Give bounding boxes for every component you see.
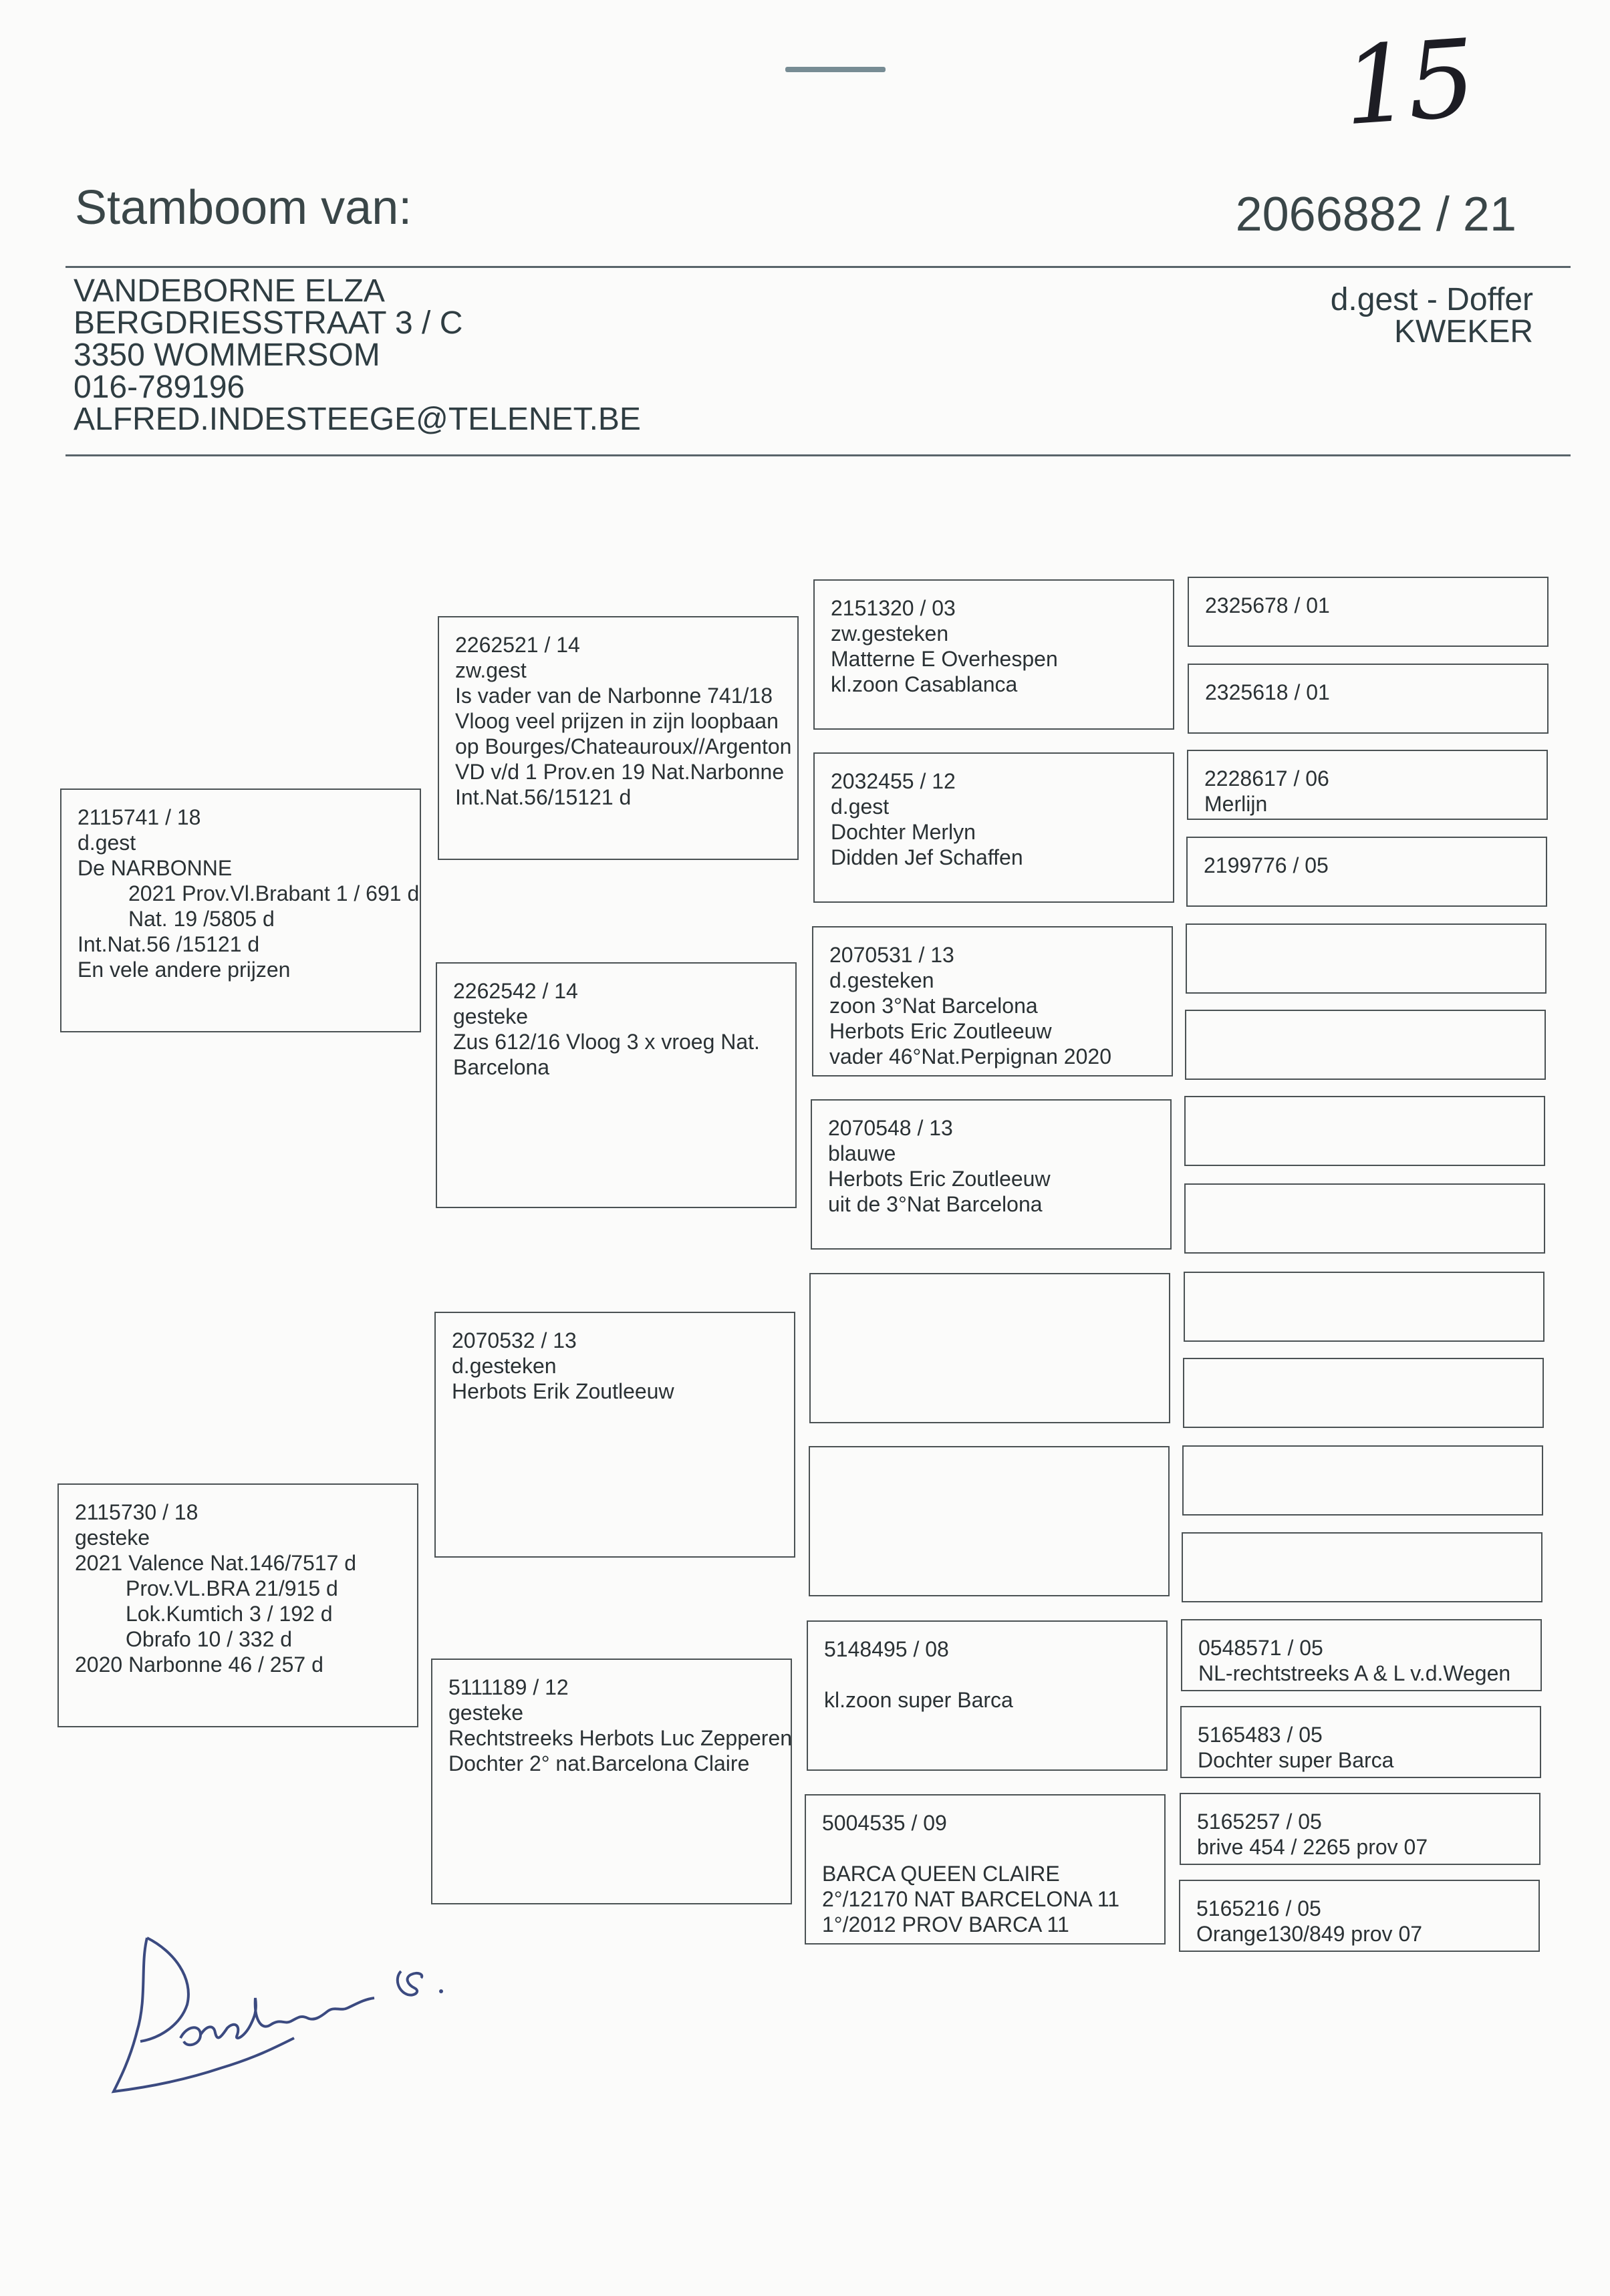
pedigree-line: Is vader van de Narbonne 741/18 — [455, 684, 773, 708]
pedigree-line — [822, 1836, 1148, 1861]
pedigree-line: kl.zoon super Barca — [824, 1688, 1013, 1712]
pedigree-box-mfm — [809, 1446, 1170, 1596]
pedigree-line: Merlijn — [1204, 792, 1268, 816]
pedigree-line: 5165483 / 05 — [1198, 1723, 1323, 1747]
pedigree-line: Herbots Erik Zoutleeuw — [452, 1379, 674, 1403]
scan-mark — [785, 67, 886, 72]
pedigree-line: d.gest — [78, 831, 136, 855]
pedigree-line: 2199776 / 05 — [1204, 853, 1329, 877]
pedigree-line: 2262521 / 14 — [455, 633, 580, 657]
pedigree-box-g4-5 — [1186, 923, 1547, 994]
pedigree-line: Dochter Merlyn — [831, 820, 976, 844]
pedigree-line: NL-rechtstreeks A & L v.d.Wegen — [1198, 1661, 1511, 1685]
pedigree-line: Nat. 19 /5805 d — [128, 907, 275, 931]
pedigree-box-g4-7 — [1184, 1096, 1545, 1166]
pedigree-line: 5004535 / 09 — [822, 1811, 947, 1835]
pedigree-line: d.gest — [831, 795, 890, 819]
pedigree-box-g4-12 — [1182, 1532, 1542, 1602]
pedigree-box-g4-13 — [1181, 1619, 1542, 1691]
pedigree-line: vader 46°Nat.Perpignan 2020 — [829, 1044, 1111, 1068]
pedigree-line: 2115730 / 18 — [75, 1500, 198, 1524]
pedigree-box-mmm — [805, 1794, 1166, 1945]
owner-divider — [65, 454, 1571, 456]
pedigree-line: 2228617 / 06 — [1204, 766, 1329, 791]
pedigree-line: 5148495 / 08 — [824, 1637, 949, 1661]
pedigree-line: Dochter super Barca — [1198, 1748, 1394, 1772]
pedigree-box-ff — [438, 616, 799, 860]
pedigree-line: gesteke — [75, 1526, 150, 1550]
signature — [100, 1924, 501, 2112]
pedigree-line: 5111189 / 12 — [448, 1675, 569, 1699]
sex-label: d.gest - Doffer — [1330, 282, 1533, 317]
pedigree-line: d.gesteken — [452, 1354, 557, 1378]
pedigree-box-mff — [809, 1273, 1170, 1423]
pedigree-box-g4-15 — [1180, 1793, 1540, 1865]
owner-name: VANDEBORNE ELZA — [74, 273, 385, 309]
pedigree-box-g4-14 — [1180, 1706, 1541, 1778]
pedigree-box-fmm — [811, 1099, 1172, 1250]
owner-phone: 016-789196 — [74, 370, 245, 405]
sex-role-block — [1331, 284, 1533, 348]
pedigree-box-mmf — [807, 1620, 1168, 1771]
pedigree-line: blauwe — [828, 1141, 896, 1165]
pedigree-box-g4-16 — [1179, 1880, 1540, 1952]
pedigree-line: zw.gesteken — [831, 621, 949, 645]
pedigree-line: 2020 Narbonne 46 / 257 d — [75, 1653, 323, 1677]
pedigree-box-g4-2 — [1188, 664, 1549, 734]
pedigree-line: 2021 Valence Nat.146/7517 d — [75, 1551, 357, 1575]
pedigree-box-father — [60, 788, 421, 1032]
pedigree-line: 2032455 / 12 — [831, 769, 956, 793]
ring-number: 2066882 / 21 — [1235, 188, 1516, 241]
pedigree-line: 2021 Prov.Vl.Brabant 1 / 691 d — [128, 881, 420, 905]
pedigree-line: uit de 3°Nat Barcelona — [828, 1192, 1043, 1216]
pedigree-box-g4-6 — [1185, 1010, 1546, 1080]
pedigree-line: Didden Jef Schaffen — [831, 845, 1023, 869]
pedigree-line: brive 454 / 2265 prov 07 — [1197, 1835, 1428, 1859]
pedigree-box-fm — [436, 962, 797, 1208]
pedigree-line: VD v/d 1 Prov.en 19 Nat.Narbonne — [455, 760, 785, 784]
pedigree-line: Orange130/849 prov 07 — [1196, 1922, 1423, 1946]
pedigree-line: 5165216 / 05 — [1196, 1896, 1321, 1920]
pedigree-box-g4-10 — [1183, 1358, 1544, 1428]
pedigree-line: 0548571 / 05 — [1198, 1636, 1323, 1660]
pedigree-line: 2262542 / 14 — [453, 979, 578, 1003]
owner-block — [74, 275, 641, 436]
pedigree-box-g4-4 — [1186, 837, 1547, 907]
pedigree-line: 2151320 / 03 — [831, 596, 956, 620]
pedigree-line: Prov.VL.BRA 21/915 d — [126, 1576, 338, 1600]
header-divider — [65, 266, 1571, 268]
owner-street: BERGDRIESSTRAAT 3 / C — [74, 305, 463, 341]
pedigree-line: Rechtstreeks Herbots Luc Zepperen — [448, 1726, 793, 1750]
pedigree-line: 1°/2012 PROV BARCA 11 — [822, 1912, 1069, 1936]
pedigree-box-g4-8 — [1184, 1183, 1545, 1254]
pedigree-box-g4-11 — [1182, 1445, 1543, 1516]
pedigree-line: Barcelona — [453, 1055, 550, 1079]
pedigree-line: 2070548 / 13 — [828, 1116, 953, 1140]
pedigree-line: Obrafo 10 / 332 d — [126, 1627, 293, 1651]
pedigree-line: zoon 3°Nat Barcelona — [829, 994, 1038, 1018]
pedigree-box-g4-3 — [1187, 750, 1548, 820]
pedigree-line: De NARBONNE — [78, 856, 233, 880]
pedigree-line: BARCA QUEEN CLAIRE — [822, 1862, 1060, 1886]
pedigree-line: Herbots Eric Zoutleeuw — [829, 1019, 1052, 1043]
pedigree-line: op Bourges/Chateauroux//Argenton — [455, 734, 792, 758]
pedigree-line: Matterne E Overhespen — [831, 647, 1058, 671]
pedigree-box-ffm — [813, 752, 1174, 903]
pedigree-line: d.gesteken — [829, 968, 934, 992]
pedigree-line: Lok.Kumtich 3 / 192 d — [126, 1602, 333, 1626]
pedigree-line: En vele andere prijzen — [78, 958, 291, 982]
pedigree-box-fff — [813, 579, 1174, 730]
pedigree-box-mother — [57, 1483, 418, 1727]
pedigree-line: Int.Nat.56 /15121 d — [78, 932, 260, 956]
pedigree-line: Vloog veel prijzen in zijn loopbaan — [455, 709, 779, 733]
pedigree-box-g4-9 — [1184, 1272, 1545, 1342]
pedigree-line: Herbots Eric Zoutleeuw — [828, 1167, 1051, 1191]
pedigree-line — [824, 1662, 1150, 1687]
pedigree-line: 2325678 / 01 — [1205, 593, 1330, 617]
pedigree-box-mf — [434, 1312, 795, 1558]
pedigree-line: gesteke — [448, 1701, 524, 1725]
pedigree-box-fmf — [812, 926, 1173, 1077]
pedigree-line: kl.zoon Casablanca — [831, 672, 1018, 696]
page-title: Stamboom van: — [75, 181, 412, 235]
pedigree-line: Int.Nat.56/15121 d — [455, 785, 632, 809]
pedigree-line: gesteke — [453, 1004, 529, 1028]
handwritten-page-number: 15 — [1339, 15, 1476, 150]
pedigree-box-g4-1 — [1188, 577, 1549, 647]
pedigree-line: zw.gest — [455, 658, 527, 682]
pedigree-line: Zus 612/16 Vloog 3 x vroeg Nat. — [453, 1030, 760, 1054]
pedigree-box-mm — [431, 1659, 792, 1904]
pedigree-line: 2325618 / 01 — [1205, 680, 1330, 704]
pedigree-line: 2°/12170 NAT BARCELONA 11 — [822, 1887, 1120, 1911]
owner-city: 3350 WOMMERSOM — [74, 337, 380, 373]
pedigree-line: 2070531 / 13 — [829, 943, 954, 967]
owner-email: ALFRED.INDESTEEGE@TELENET.BE — [74, 402, 641, 437]
pedigree-line: 5165257 / 05 — [1197, 1810, 1322, 1834]
role-label: KWEKER — [1393, 314, 1533, 349]
pedigree-line: 2070532 / 13 — [452, 1328, 577, 1352]
pedigree-line: Dochter 2° nat.Barcelona Claire — [448, 1751, 750, 1775]
pedigree-line: 2115741 / 18 — [78, 805, 201, 829]
